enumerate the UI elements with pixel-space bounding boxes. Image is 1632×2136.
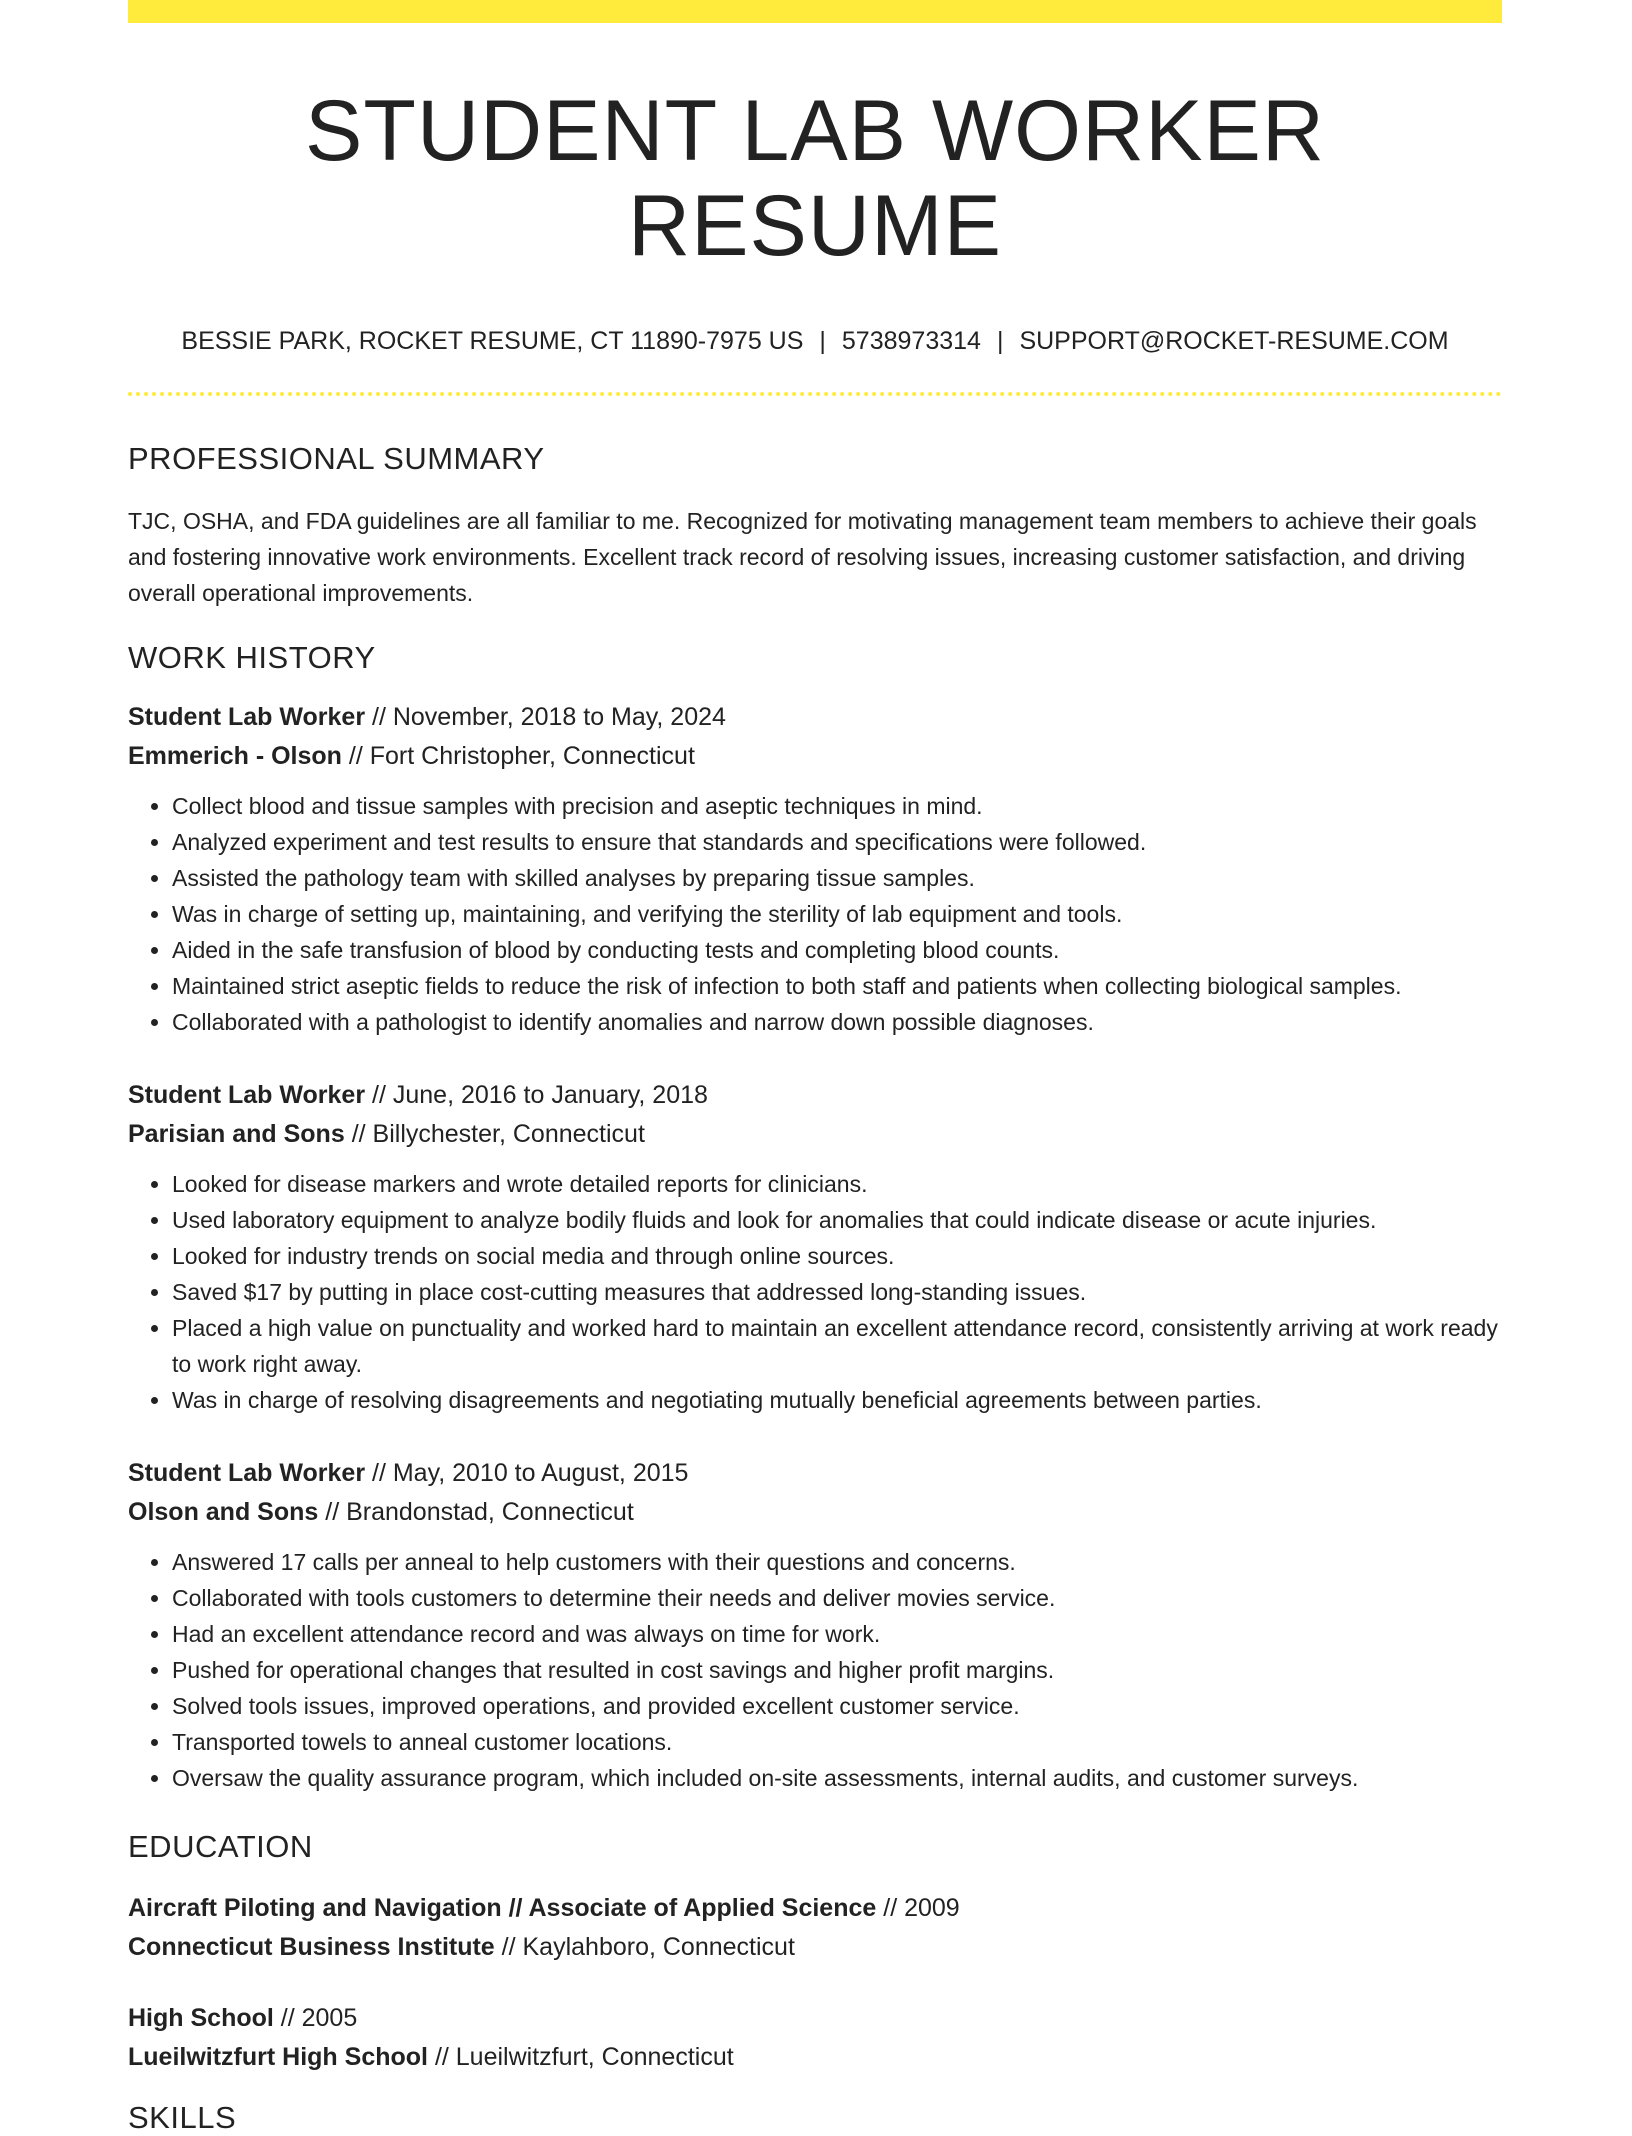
- education-school-line: [128, 1928, 1502, 1967]
- list-item: • Oversaw the quality assurance program, which included on-site assessments, internal audits, and customer surveys.: [172, 1760, 1502, 1796]
- contact-phone: 5738973314: [841, 327, 981, 356]
- job-company-line: [128, 1115, 1502, 1154]
- job-location: // Billychester, Connecticut: [351, 1120, 645, 1149]
- education-degree: High School: [128, 2004, 274, 2033]
- list-item: • Analyzed experiment and test results to ensure that standards and specifications were followed.: [172, 824, 1502, 860]
- education-degree-line: [128, 1889, 1502, 1928]
- list-item: • Saved $17 by putting in place cost-cutting measures that addressed long-standing issues.: [172, 1274, 1502, 1310]
- job-company: Emmerich - Olson: [128, 742, 342, 771]
- list-item: • Assisted the pathology team with skilled analyses by preparing tissue samples.: [172, 860, 1502, 896]
- education-school: Lueilwitzfurt High School: [128, 2043, 428, 2072]
- job-company: Olson and Sons: [128, 1498, 319, 1527]
- list-item: • Used laboratory equipment to analyze bodily fluids and look for anomalies that could indicate disease or acute injuries.: [172, 1202, 1502, 1238]
- job-bullets: [128, 1544, 1502, 1796]
- list-item: • Answered 17 calls per anneal to help customers with their questions and concerns.: [172, 1544, 1502, 1580]
- list-item: • Maintained strict aseptic fields to reduce the risk of infection to both staff and patients when collecting biological samples.: [172, 968, 1502, 1004]
- job-company: Parisian and Sons: [128, 1120, 345, 1149]
- job-dates: // November, 2018 to May, 2024: [372, 703, 726, 732]
- list-item: • Was in charge of resolving disagreements and negotiating mutually beneficial agreements between parties.: [172, 1382, 1502, 1418]
- job-entry: [128, 698, 1502, 1040]
- list-item: • Aided in the safe transfusion of blood by conducting tests and completing blood counts.: [172, 932, 1502, 968]
- list-item: • Collaborated with tools customers to determine their needs and deliver movies service.: [172, 1580, 1502, 1616]
- education-heading: EDUCATION: [128, 1829, 313, 1865]
- dotted-divider: [128, 392, 1502, 396]
- education-entry: [128, 1999, 1502, 2077]
- job-dates: // June, 2016 to January, 2018: [372, 1081, 708, 1110]
- list-item: • Collaborated with a pathologist to identify anomalies and narrow down possible diagnoses.: [172, 1004, 1502, 1040]
- contact-email: SUPPORT@ROCKET-RESUME.COM: [1019, 327, 1449, 356]
- job-company-line: [128, 737, 1502, 776]
- education-degree-line: [128, 1999, 1502, 2038]
- summary-text: TJC, OSHA, and FDA guidelines are all familiar to me. Recognized for motivating management team members to achieve their goals and fostering innovative work environments. Excellent track record of resolving issues, increasing customer satisfaction, and driving overall operational improvements.: [128, 507, 1477, 606]
- resume-content: [128, 0, 1502, 2136]
- list-item: • Transported towels to anneal customer locations.: [172, 1724, 1502, 1760]
- job-location: // Brandonstad, Connecticut: [325, 1498, 634, 1527]
- list-item: • Was in charge of setting up, maintaining, and verifying the sterility of lab equipment and tools.: [172, 896, 1502, 932]
- job-entry: [128, 1076, 1502, 1418]
- education-entry: [128, 1889, 1502, 1967]
- list-item: • Looked for disease markers and wrote detailed reports for clinicians.: [172, 1166, 1502, 1202]
- job-role: Student Lab Worker: [128, 1459, 366, 1488]
- education-year: // 2005: [280, 2004, 358, 2033]
- education-year: // 2009: [883, 1894, 960, 1923]
- list-item: • Solved tools issues, improved operations, and provided excellent customer service.: [172, 1688, 1502, 1724]
- job-bullets: [128, 1166, 1502, 1418]
- job-location: // Fort Christopher, Connecticut: [348, 742, 695, 771]
- job-dates: // May, 2010 to August, 2015: [372, 1459, 689, 1488]
- list-item: • Placed a high value on punctuality and worked hard to maintain an excellent attendance record, consistently arriving at work ready to work right away.: [172, 1310, 1502, 1382]
- job-title-line: [128, 698, 1502, 737]
- contact-separator: |: [996, 327, 1004, 356]
- education-school: Connecticut Business Institute: [128, 1933, 495, 1962]
- list-item: • Had an excellent attendance record and was always on time for work.: [172, 1616, 1502, 1652]
- education-location: // Lueilwitzfurt, Connecticut: [434, 2043, 734, 2072]
- page-title: STUDENT LAB WORKER RESUME: [305, 83, 1325, 274]
- summary-heading: PROFESSIONAL SUMMARY: [128, 440, 545, 476]
- list-item: • Looked for industry trends on social media and through online sources.: [172, 1238, 1502, 1274]
- contact-address: BESSIE PARK, ROCKET RESUME, CT 11890-7975 US: [181, 327, 804, 356]
- list-item: • Collect blood and tissue samples with precision and aseptic techniques in mind.: [172, 788, 1502, 824]
- job-bullets: [128, 788, 1502, 1040]
- job-role: Student Lab Worker: [128, 703, 366, 732]
- skills-heading: SKILLS: [128, 2100, 237, 2136]
- contact-line: [128, 325, 1502, 358]
- education-school-line: [128, 2038, 1502, 2077]
- job-title-line: [128, 1076, 1502, 1115]
- job-entry: [128, 1454, 1502, 1796]
- education-location: // Kaylahboro, Connecticut: [501, 1933, 795, 1962]
- job-role: Student Lab Worker: [128, 1081, 366, 1110]
- job-title-line: [128, 1454, 1502, 1493]
- work-history-heading: WORK HISTORY: [128, 639, 376, 675]
- contact-separator: |: [819, 327, 826, 356]
- list-item: • Pushed for operational changes that resulted in cost savings and higher profit margins.: [172, 1652, 1502, 1688]
- education-degree: Aircraft Piloting and Navigation // Associate of Applied Science: [128, 1894, 877, 1923]
- job-company-line: [128, 1493, 1502, 1532]
